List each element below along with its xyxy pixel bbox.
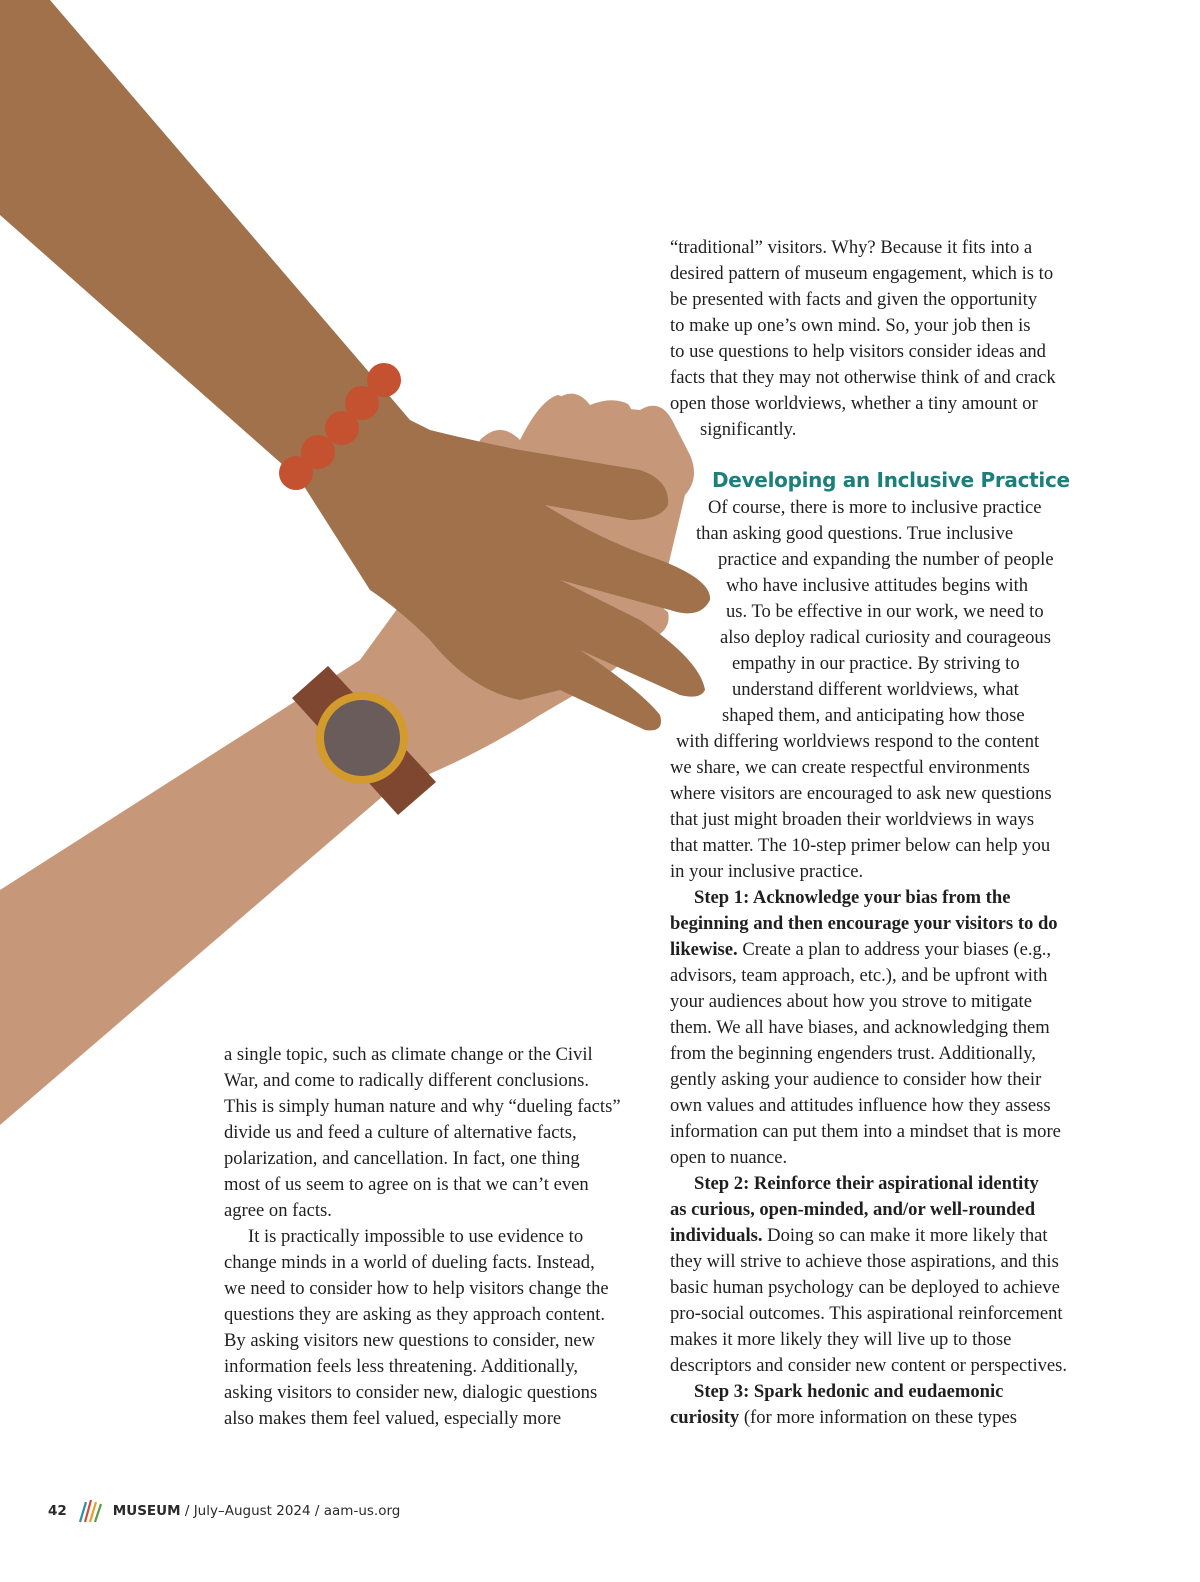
text-line: where visitors are encouraged to ask new questions [670, 783, 1052, 804]
website-url: aam-us.org [323, 1503, 401, 1519]
text-line: practice and expanding the number of people [718, 549, 1054, 570]
text-line: facts that they may not otherwise think of and crack [670, 367, 1056, 388]
footer-separator: / [180, 1503, 194, 1519]
text-line: own values and attitudes influence how they assess [670, 1095, 1051, 1116]
text-line: your audiences about how you strove to mitigate [670, 991, 1032, 1012]
text-line: By asking visitors new questions to consider, new [224, 1330, 596, 1351]
text-line: change minds in a world of dueling facts. Instead, [224, 1252, 595, 1273]
text-line: in your inclusive practice. [670, 861, 864, 882]
text-line: descriptors and consider new content or perspectives. [670, 1355, 1068, 1376]
text-line: them. We all have biases, and acknowledging them [670, 1017, 1050, 1038]
text-line: War, and come to radically different conclusions. [224, 1070, 590, 1091]
text-line: significantly. [700, 419, 797, 440]
section-heading: Developing an Inclusive Practice [712, 468, 1070, 492]
text-line [670, 937, 1051, 963]
text-line: advisors, team approach, etc.), and be upfront with [670, 965, 1048, 986]
magazine-name: MUSEUM [112, 1503, 181, 1519]
text-line: be presented with facts and given the opportunity [670, 289, 1038, 310]
step1-text: Create a plan to address your biases (e.g., [737, 939, 1052, 960]
text-line: Of course, there is more to inclusive practice [708, 497, 1042, 518]
step2-title-line: Step 2: Reinforce their aspirational identity [694, 1173, 1039, 1194]
text-line: to make up one’s own mind. So, your job then is [670, 315, 1031, 336]
step1-title-end: likewise. [670, 939, 738, 960]
text-line: they will strive to achieve those aspirations, and this [670, 1251, 1059, 1272]
text-line: gently asking your audience to consider how their [670, 1069, 1042, 1090]
step3-title-end: curiosity [670, 1407, 740, 1428]
text-line: asking visitors to consider new, dialogic questions [224, 1382, 598, 1403]
text-line: information can put them into a mindset that is more [670, 1121, 1061, 1142]
text-line: questions they are asking as they approach content. [224, 1304, 606, 1325]
text-line: a single topic, such as climate change or the Civil [224, 1044, 593, 1065]
text-line: us. To be effective in our work, we need to [726, 601, 1044, 622]
text-line: to use questions to help visitors consider ideas and [670, 341, 1046, 362]
text-line: makes it more likely they will live up to those [670, 1329, 1012, 1350]
footer-separator: / [310, 1503, 324, 1519]
page-footer [48, 1498, 400, 1524]
text-line: empathy in our practice. By striving to [732, 653, 1020, 674]
text-line: that just might broaden their worldviews in ways [670, 809, 1035, 830]
text-line: divide us and feed a culture of alternative facts, [224, 1122, 577, 1143]
text-line: we need to consider how to help visitors change the [224, 1278, 609, 1299]
step3-title-line: Step 3: Spark hedonic and eudaemonic [694, 1381, 1004, 1402]
step1-title-line: beginning and then encourage your visitors to do [670, 913, 1058, 934]
text-line: It is practically impossible to use evidence to [248, 1226, 584, 1247]
text-line [670, 1405, 1017, 1431]
text-line: most of us seem to agree on is that we can’t even [224, 1174, 589, 1195]
text-line: understand different worldviews, what [732, 679, 1019, 700]
text-line: with differing worldviews respond to the content [676, 731, 1040, 752]
step3-text: (for more information on these types [739, 1407, 1018, 1428]
text-line: than asking good questions. True inclusive [696, 523, 1014, 544]
text-line: also makes them feel valued, especially more [224, 1408, 562, 1429]
text-line: that matter. The 10-step primer below can help you [670, 835, 1051, 856]
aam-logo-icon [77, 1498, 105, 1524]
text-line: also deploy radical curiosity and courageous [720, 627, 1051, 648]
step2-text: Doing so can make it more likely that [762, 1225, 1048, 1246]
text-line: agree on facts. [224, 1200, 332, 1221]
text-line: information feels less threatening. Additionally, [224, 1356, 579, 1377]
text-line: shaped them, and anticipating how those [722, 705, 1025, 726]
text-line: basic human psychology can be deployed to achieve [670, 1277, 1060, 1298]
issue-date: July–August 2024 [193, 1503, 311, 1519]
text-line: open those worldviews, whether a tiny amount or [670, 393, 1038, 414]
dark-arm [0, 0, 710, 730]
text-line: “traditional” visitors. Why? Because it fits into a [670, 237, 1033, 258]
text-line: pro-social outcomes. This aspirational reinforcement [670, 1303, 1063, 1324]
step2-title-end: individuals. [670, 1225, 763, 1246]
page-number: 42 [48, 1503, 67, 1519]
step1-title-line: Step 1: Acknowledge your bias from the [694, 887, 1011, 908]
text-line: open to nuance. [670, 1147, 788, 1168]
text-line: desired pattern of museum engagement, which is to [670, 263, 1054, 284]
step2-title-line: as curious, open-minded, and/or well-rounded [670, 1199, 1036, 1220]
text-line: we share, we can create respectful environments [670, 757, 1030, 778]
text-line: This is simply human nature and why “dueling facts” [224, 1096, 621, 1117]
text-line [670, 1223, 1048, 1249]
text-line: from the beginning engenders trust. Additionally, [670, 1043, 1036, 1064]
text-line: who have inclusive attitudes begins with [726, 575, 1029, 596]
text-line: polarization, and cancellation. In fact, one thing [224, 1148, 580, 1169]
